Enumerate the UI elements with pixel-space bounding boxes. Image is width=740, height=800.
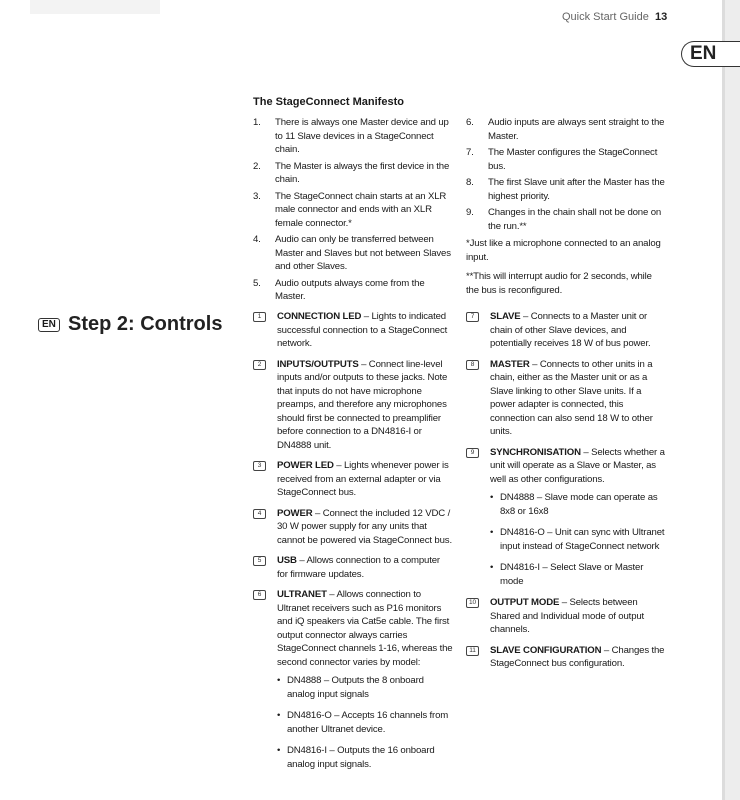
control-number: 2 <box>253 360 266 370</box>
control-number: 8 <box>466 360 479 370</box>
item-number: 3. <box>253 190 261 202</box>
control-number: 10 <box>466 598 479 608</box>
page-edge-inner <box>725 0 740 800</box>
bullet-item: • DN4816-O – Unit can sync with Ultranet input instead of StageConnect network <box>490 526 666 553</box>
control-number: 3 <box>253 461 266 471</box>
control-name: POWER LED <box>277 460 334 471</box>
control-desc: – Lights whenever power is received from an external adapter or via StageConnect bus. <box>277 460 449 498</box>
control-item <box>253 588 453 771</box>
manifesto-item <box>466 176 666 203</box>
item-text: The first Slave unit after the Master has the highest priority. <box>488 177 665 202</box>
manifesto-list-right <box>466 116 666 303</box>
control-item <box>466 644 666 671</box>
manifesto-item <box>253 190 453 231</box>
control-desc: – Selects whether a unit will operate as a Slave or Master, as well as other configurations. <box>490 446 665 485</box>
manifesto-item <box>466 116 666 143</box>
footnote-2: **This will interrupt audio for 2 seconds, while the bus is reconfigured. <box>466 271 652 296</box>
control-number: 9 <box>466 448 479 458</box>
manifesto-list-left <box>253 116 453 307</box>
control-name: POWER <box>277 507 313 519</box>
manifesto-item <box>466 206 666 233</box>
control-name: ULTRANET <box>277 589 327 600</box>
controls-list-right <box>466 310 666 678</box>
item-number: 7. <box>466 147 474 158</box>
bullet-item: • DN4816-I – Select Slave or Master mode <box>490 561 666 588</box>
control-item <box>253 554 453 581</box>
item-text: Changes in the chain shall not be done on the run.** <box>488 207 662 232</box>
control-number: 1 <box>253 312 266 322</box>
item-text: Audio can only be transferred between Master and Slaves but not between Slaves and other Slaves. <box>275 234 451 272</box>
item-number: 6. <box>466 117 474 128</box>
manifesto-item <box>253 277 453 304</box>
manifesto-item <box>253 160 453 187</box>
control-desc: – Lights to indicated successful connection to a StageConnect network. <box>277 311 448 349</box>
control-item <box>253 507 453 548</box>
control-number: 6 <box>253 590 266 600</box>
item-text: There is always one Master device and up to 11 Slave devices in a StageConnect chain. <box>275 117 449 155</box>
item-text: The Master configures the StageConnect bus. <box>488 147 658 172</box>
item-number: 9. <box>466 207 474 218</box>
control-item <box>253 459 453 500</box>
item-number: 8. <box>466 177 474 188</box>
control-desc: – Connect the included 12 VDC / 30 W power supply for any units that cannot be powered via StageConnect bus. <box>277 507 452 546</box>
page-number: 13 <box>655 11 668 23</box>
item-number: 5. <box>253 277 261 289</box>
control-desc: – Allows connection to a computer for firmware updates. <box>277 555 440 580</box>
control-desc: – Selects between Shared and Individual mode of output channels. <box>490 597 645 635</box>
item-text: The StageConnect chain starts at an XLR male connector and ends with an XLR female connector.* <box>275 190 447 229</box>
page-smudge <box>30 0 160 14</box>
control-desc: – Connects to a Master unit or chain of other Slave devices, and potentially receives 18 W of bus power. <box>490 311 651 349</box>
language-tab <box>681 41 740 67</box>
control-number: 5 <box>253 556 266 566</box>
control-name: CONNECTION LED <box>277 311 362 322</box>
control-item <box>466 446 666 589</box>
bullet-item: • DN4888 – Slave mode can operate as 8x8 or 16x8 <box>490 491 666 518</box>
manifesto-title: The StageConnect Manifesto <box>253 96 404 108</box>
control-name: INPUTS/OUTPUTS <box>277 358 359 370</box>
guide-title: Quick Start Guide <box>562 11 649 23</box>
control-name: USB <box>277 555 297 566</box>
control-name: SLAVE <box>490 311 521 322</box>
controls-list-left <box>253 310 453 779</box>
bullet-item: • DN4888 – Outputs the 8 onboard analog input signals <box>277 674 453 701</box>
section-lang-badge: EN <box>38 318 60 332</box>
control-desc: – Allows connection to Ultranet receivers such as P16 monitors and iQ speakers via Cat5e cable. The first output connector always carries StageConnect channels 1-16, whereas the second connector varies by model: <box>277 589 453 668</box>
control-name: SYNCHRONISATION <box>490 446 581 458</box>
language-tab-label: EN <box>690 43 717 64</box>
control-item <box>253 310 453 351</box>
item-number: 1. <box>253 117 261 128</box>
bullet-item: • DN4816-O – Accepts 16 channels from another Ultranet device. <box>277 709 453 736</box>
control-name: SLAVE CONFIGURATION <box>490 644 602 656</box>
control-number: 4 <box>253 509 266 519</box>
manifesto-item <box>253 116 453 157</box>
control-name: OUTPUT MODE <box>490 597 560 608</box>
control-desc: – Connects to other units in a chain, either as the Master unit or as a Slave linking to other Slave units. If a power adapter is connected, this connection can also send 18 W to other units. <box>490 358 653 437</box>
control-number: 7 <box>466 312 479 322</box>
control-item <box>253 358 453 453</box>
section-title: Step 2: Controls <box>68 313 223 335</box>
control-desc: – Changes the StageConnect bus configuration. <box>490 644 665 669</box>
control-item <box>466 358 666 439</box>
manifesto-item <box>466 146 666 173</box>
control-desc: – Connect line-level inputs and/or outputs to these jacks. Note that inputs do not have microphone preamps, and therefore any microphones should first be connected to preamplifier before connection to a DN4816-I or DN4888 unit. <box>277 358 448 451</box>
bullet-item: • DN4816-I – Outputs the 16 onboard analog input signals. <box>277 744 453 771</box>
control-number: 11 <box>466 646 479 656</box>
item-text: Audio inputs are always sent straight to the Master. <box>488 117 665 142</box>
item-number: 4. <box>253 234 261 245</box>
item-number: 2. <box>253 160 261 172</box>
item-text: Audio outputs always come from the Master. <box>275 277 425 302</box>
control-name: MASTER <box>490 358 530 370</box>
control-item <box>466 596 666 637</box>
control-item <box>466 310 666 351</box>
manifesto-item <box>253 233 453 274</box>
item-text: The Master is always the first device in the chain. <box>275 160 450 185</box>
footnote-1: *Just like a microphone connected to an analog input. <box>466 238 661 263</box>
